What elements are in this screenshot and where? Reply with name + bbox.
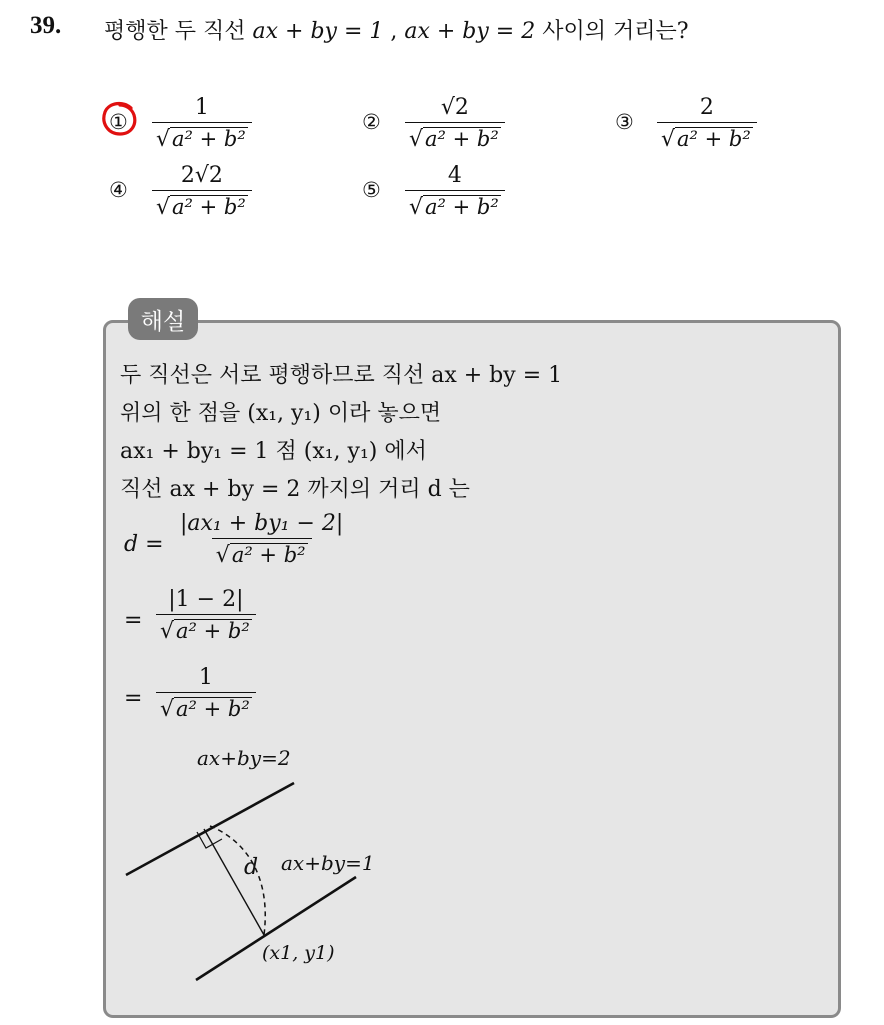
equation-1: ax + by = 1 [252, 19, 384, 44]
choice-4-numerator: 2√2 [180, 163, 223, 188]
step-1-numerator: |ax₁ + by₁ − 2| [180, 511, 344, 536]
line-ax-by-2 [126, 783, 294, 875]
choice-5-marker[interactable]: ⑤ [362, 178, 381, 202]
choice-5-denominator: √a² + b² [405, 190, 505, 222]
choice-3-denominator: √a² + b² [657, 122, 757, 154]
choice-4-marker[interactable]: ④ [109, 178, 128, 202]
solution-line-2: 위의 한 점을 (x₁, y₁) 이라 놓으면 [120, 401, 442, 426]
label-top-line: ax+by=2 [197, 746, 291, 770]
choice-2-denominator: √a² + b² [405, 122, 505, 154]
question-suffix: 사이의 거리는? [535, 19, 689, 44]
label-bottom-line: ax+by=1 [281, 851, 375, 875]
step-1-denominator: √a² + b² [212, 538, 312, 570]
solution-tab: 해설 [128, 298, 198, 340]
step-2-lhs: = [124, 608, 143, 633]
solution-line-3: ax₁ + by₁ = 1 점 (x₁, y₁) 에서 [120, 439, 427, 464]
solution-line-4: 직선 ax + by = 2 까지의 거리 d 는 [120, 477, 470, 502]
step-1-lhs: d = [124, 532, 164, 557]
choice-5-numerator: 4 [447, 163, 462, 188]
solution-line-1: 두 직선은 서로 평행하므로 직선 ax + by = 1 [120, 363, 563, 388]
equation-2: ax + by = 2 [404, 19, 536, 44]
question-number: 39. [30, 12, 62, 39]
distance-arc [210, 826, 265, 935]
label-distance: d [244, 855, 259, 880]
choice-2-marker[interactable]: ② [362, 110, 381, 134]
choice-1-numerator: 1 [194, 95, 209, 120]
step-2-denominator: √a² + b² [156, 614, 256, 646]
choice-3-numerator: 2 [699, 95, 714, 120]
step-3-denominator: √a² + b² [156, 692, 256, 724]
separator: , [383, 19, 405, 44]
choice-4-denominator: √a² + b² [152, 190, 252, 222]
question-prefix: 평행한 두 직선 [104, 19, 253, 44]
choice-1-denominator: √a² + b² [152, 122, 252, 154]
choice-1-marker[interactable]: ① [109, 110, 128, 134]
perpendicular-segment [204, 829, 264, 935]
choice-3-marker[interactable]: ③ [615, 110, 634, 134]
choice-2-numerator: √2 [440, 95, 469, 120]
label-point: (x1, y1) [262, 942, 335, 964]
step-2-numerator: |1 − 2| [168, 587, 244, 612]
line-ax-by-1 [196, 877, 356, 980]
step-3-lhs: = [124, 686, 143, 711]
step-3-numerator: 1 [198, 665, 213, 690]
